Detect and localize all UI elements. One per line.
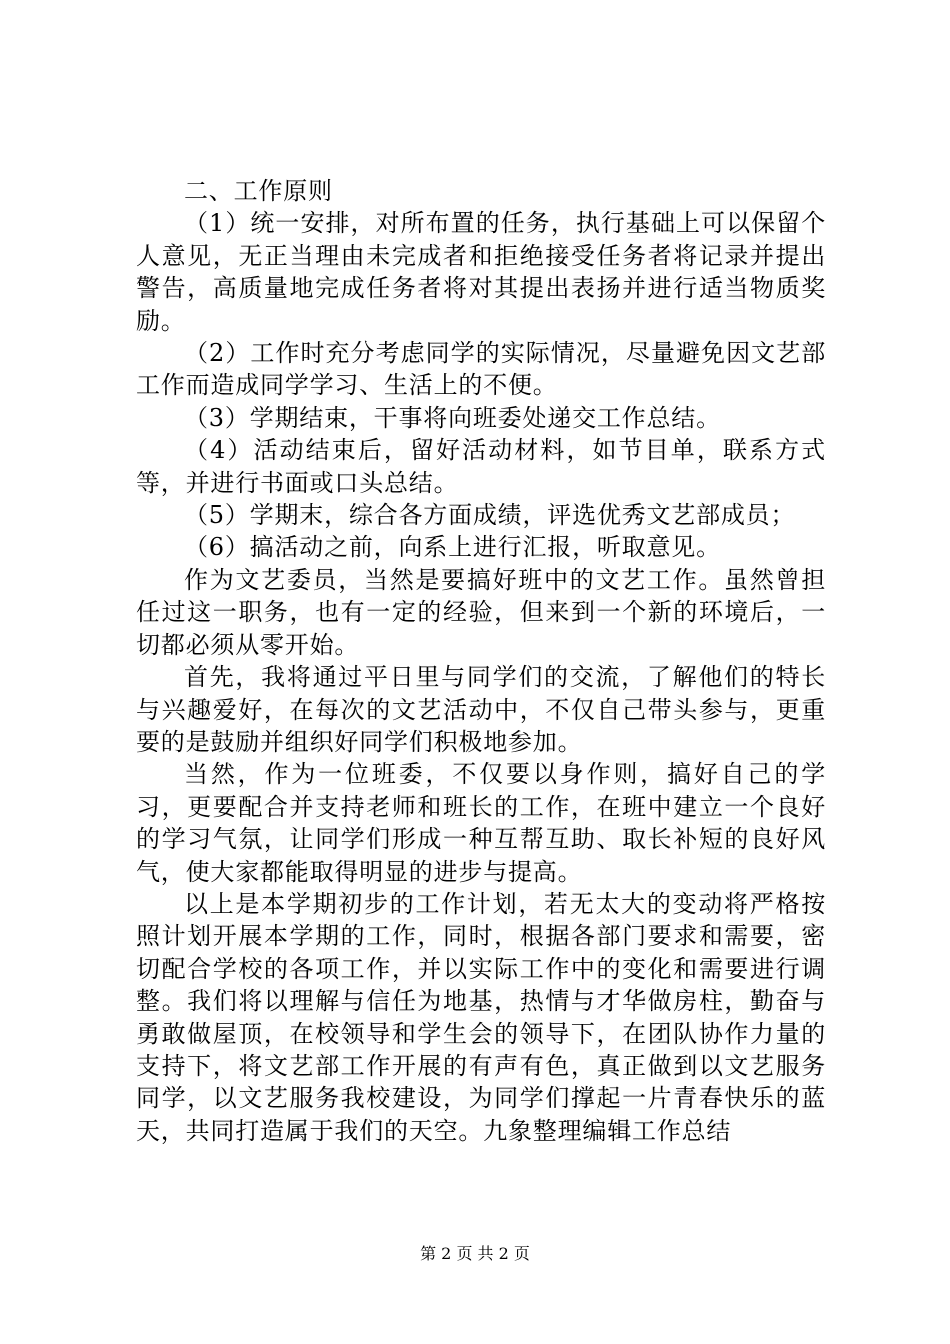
body-paragraph: 当然，作为一位班委，不仅要以身作则，搞好自己的学习，更要配合并支持老师和班长的工作，在班中建立一个良好的学习气氛，让同学们形成一种互帮互助、取长补短的良好风气，使大家都能取得明显的进步与提高。 [136,760,826,886]
principle-item-5: （5）学期末，综合各方面成绩，评选优秀文艺部成员； [184,501,796,530]
principle-item-2: （2）工作时充分考虑同学的实际情况，尽量避免因文艺部工作而造成同学学习、生活上的不便。 [136,339,826,400]
closing-paragraph: 以上是本学期初步的工作计划，若无太大的变动将严格按照计划开展本学期的工作，同时，根据各部门要求和需要，密切配合学校的各项工作，并以实际工作中的变化和需要进行调整。我们将以理解与信任为地基，热情与才华做房柱，勤奋与勇敢做屋顶，在校领导和学生会的领导下，在团队协作力量的支持下，将文艺部工作开展的有声有色，真正做到以文艺服务同学，以文艺服务我校建设，为同学们撑起一片青春快乐的蓝天，共同打造属于我们的天空。九象整理编辑工作总结 [136,889,826,1145]
page-number-footer: 第 2 页 共 2 页 [420,1244,530,1263]
body-paragraph: 作为文艺委员，当然是要搞好班中的文艺工作。虽然曾担任过这一职务，也有一定的经验，但来到一个新的环境后，一切都必须从零开始。 [136,565,826,659]
document-body [136,175,826,1147]
principle-item-1: （1）统一安排，对所布置的任务，执行基础上可以保留个人意见，无正当理由未完成者和拒绝接受任务者将记录并提出警告，高质量地完成任务者将对其提出表扬并进行适当物质奖励。 [136,209,826,335]
section-heading: 二、工作原则 [184,177,333,205]
principle-item-3: （3）学期结束，干事将向班委处递交工作总结。 [184,403,721,432]
principle-item-6: （6）搞活动之前，向系上进行汇报，听取意见。 [184,533,721,562]
body-paragraph: 首先，我将通过平日里与同学们的交流，了解他们的特长与兴趣爱好，在每次的文艺活动中，不仅自己带头参与，更重要的是鼓励并组织好同学们积极地参加。 [136,663,826,756]
principle-item-4: （4）活动结束后，留好活动材料，如节目单，联系方式等，并进行书面或口头总结。 [136,436,826,497]
